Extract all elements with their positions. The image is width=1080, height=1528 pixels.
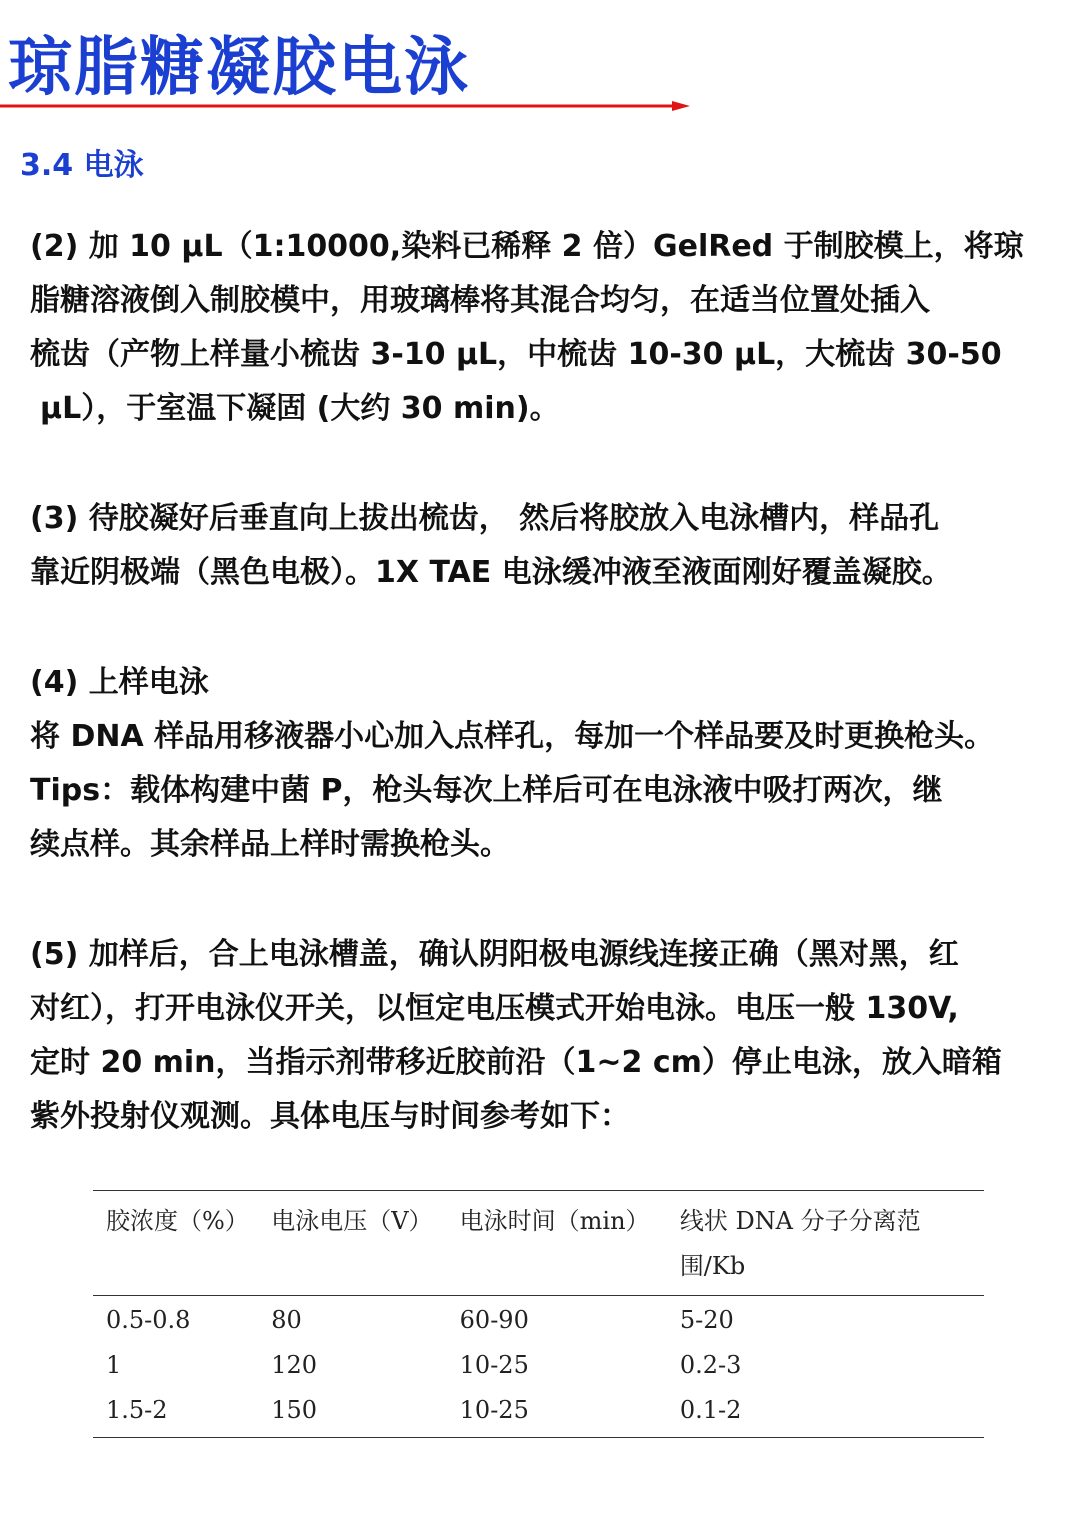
step-3-line: (3) 待胶凝好后垂直向上拔出梳齿， 然后将胶放入电泳槽内，样品孔 <box>30 501 940 536</box>
step-2-line: 脂糖溶液倒入制胶模中，用玻璃棒将其混合均匀，在适当位置处插入 <box>30 283 930 318</box>
step-2-paragraph <box>30 220 1070 436</box>
step-5-line: 紫外投射仪观测。具体电压与时间参考如下： <box>30 1099 630 1134</box>
table-cell: 60-90 <box>459 1306 529 1334</box>
table-cell: 80 <box>271 1306 302 1334</box>
voltage-time-reference-table <box>93 1190 984 1438</box>
step-5-line: 定时 20 min，当指示剂带移近胶前沿（1~2 cm）停止电泳，放入暗箱 <box>30 1045 1002 1080</box>
table-cell: 0.1-2 <box>679 1396 742 1424</box>
step-3-line: 靠近阴极端（黑色电极）。1X TAE 电泳缓冲液至液面刚好覆盖凝胶。 <box>30 555 952 590</box>
table-row <box>93 1296 984 1344</box>
step-2-line: μL），于室温下凝固 (大约 30 min)。 <box>40 391 560 426</box>
table-row <box>93 1388 984 1438</box>
tips-line: Tips：载体构建中菌 P，枪头每次上样后可在电泳液中吸打两次，继 <box>30 773 943 808</box>
step-5-line: (5) 加样后，合上电泳槽盖，确认阴阳极电源线连接正确（黑对黑，红 <box>30 937 959 972</box>
table-cell: 10-25 <box>459 1351 529 1379</box>
tips-line: 续点样。其余样品上样时需换枪头。 <box>30 827 510 862</box>
section-heading: 3.4 电泳 <box>20 148 144 183</box>
table-cell: 0.2-3 <box>679 1351 742 1379</box>
header-gel-concentration: 胶浓度（%） <box>93 1191 258 1296</box>
table-cell: 0.5-0.8 <box>106 1306 191 1334</box>
header-voltage: 电泳电压（V） <box>258 1191 446 1296</box>
step-4-line: 将 DNA 样品用移液器小心加入点样孔，每加一个样品要及时更换枪头。 <box>30 719 995 754</box>
header-dna-range: 线状 DNA 分子分离范围/Kb <box>667 1191 984 1296</box>
table-cell: 5-20 <box>679 1306 734 1334</box>
step-2-line: 梳齿（产物上样量小梳齿 3-10 μL，中梳齿 10-30 μL，大梳齿 30-50 <box>30 337 1002 372</box>
title-underline-arrow <box>0 98 700 118</box>
step-3-paragraph <box>30 492 1070 600</box>
table-cell: 150 <box>271 1396 318 1424</box>
step-2-line: (2) 加 10 μL（1:10000,染料已稀释 2 倍）GelRed 于制胶模上，将琼 <box>30 229 1024 264</box>
step-4-heading: (4) 上样电泳 <box>30 665 209 700</box>
step-5-line: 对红），打开电泳仪开关，以恒定电压模式开始电泳。电压一般 130V, <box>30 991 959 1026</box>
step-4-paragraph <box>30 656 1070 872</box>
table-header-row <box>93 1191 984 1296</box>
page-title: 琼脂糖凝胶电泳 <box>8 31 470 105</box>
table-cell: 1.5-2 <box>106 1396 168 1424</box>
table-cell: 10-25 <box>459 1396 529 1424</box>
table-row <box>93 1343 984 1388</box>
reference-table-container <box>93 1190 984 1438</box>
step-5-paragraph <box>30 928 1070 1144</box>
table-cell: 120 <box>271 1351 318 1379</box>
table-cell: 1 <box>106 1351 122 1379</box>
header-time: 电泳时间（min） <box>447 1191 667 1296</box>
